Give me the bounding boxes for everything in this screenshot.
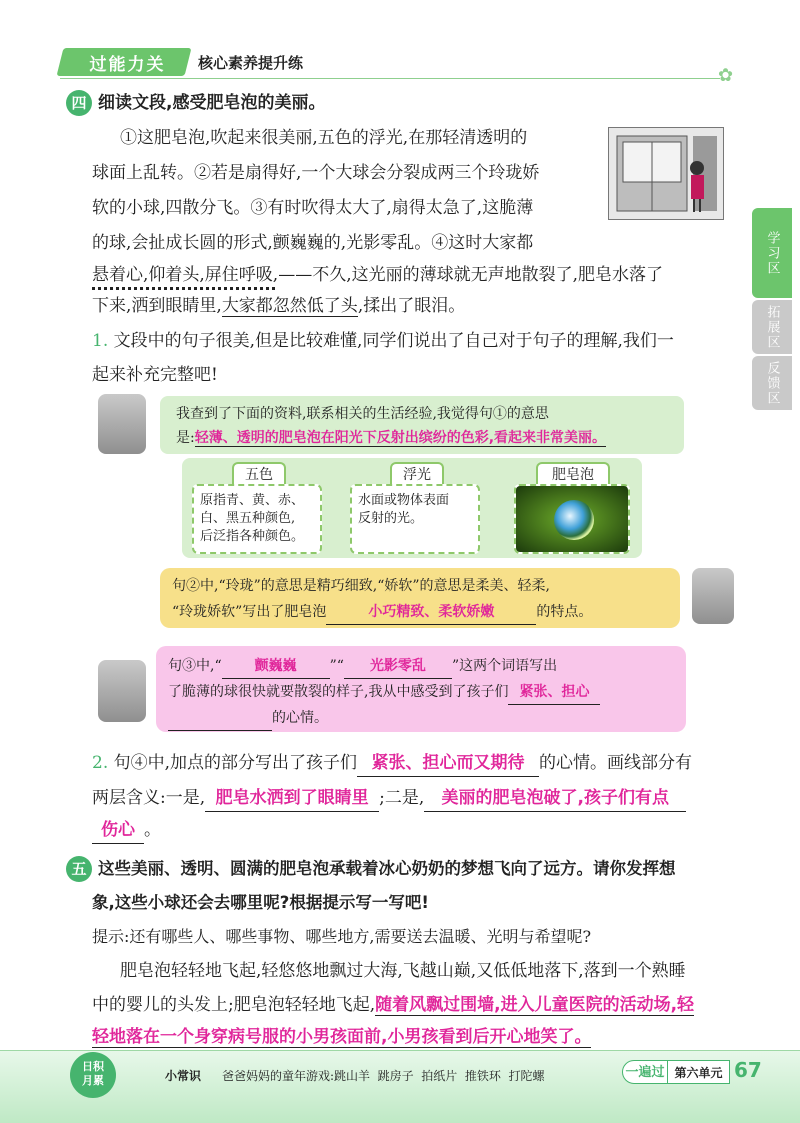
passage-line-3: 软的小球,四散分飞。③有时吹得太大了,扇得太急了,这脆薄 [92, 198, 534, 218]
tab-study-area[interactable]: 学习区 [752, 208, 792, 298]
bubble-3-prefix: 句③中,“ [168, 658, 222, 674]
bubble-3-line-3 [168, 706, 328, 731]
bubble-3-answer-2[interactable]: 光影零乱 [344, 654, 452, 679]
dotted-phrase: 悬着心,仰着头,屏住呼吸, [92, 265, 279, 285]
passage-line-5 [92, 262, 663, 288]
passage-line-5-rest: ——不久,这光丽的薄球就无声地散裂了,肥皂水落了 [278, 265, 664, 285]
passage-line-6-end: ,揉出了眼泪。 [357, 296, 466, 316]
section5-paragraph-line-1: 肥皂泡轻轻地飞起,轻悠悠地飘过大海,飞越山巅,又低低地落下,落到一个熟睡 [120, 961, 686, 981]
flower-icon: ✿ [718, 65, 734, 86]
card-1-line-2: 白、黑五种颜色, [200, 511, 296, 526]
question-2-line-3 [92, 817, 161, 844]
card-1-title: 五色 [232, 462, 286, 486]
bubble-3-suffix: ”这两个词语写出 [451, 658, 558, 674]
avatar-boy-1 [98, 394, 146, 454]
card-3 [514, 484, 630, 554]
passage-line-2: 球面上乱转。②若是扇得好,一个大球会分裂成两三个玲珑娇 [92, 163, 540, 183]
card-2-line-1: 水面或物体表面 [358, 493, 450, 508]
question-2-line-1 [92, 750, 692, 777]
bubble-3-answer-1[interactable]: 颤巍巍 [222, 654, 330, 679]
bubble-2-line-1: 句②中,“玲珑”的意思是精巧细致,“娇软”的意思是柔美、轻柔, [172, 578, 550, 594]
bubble-3-answer-3[interactable]: 紧张、担心 [508, 680, 600, 705]
question-2-answer-3-cont[interactable]: 伤心 [92, 817, 144, 844]
bubble-1-answer: 轻薄、透明的肥皂泡在阳光下反射出缤纷的色彩,看起来非常美丽。 [194, 430, 607, 446]
footer-badge [70, 1052, 116, 1098]
card-2-line-2: 反射的光。 [358, 511, 424, 526]
section5-paragraph-line-2 [92, 992, 694, 1018]
bubble-3-line-3-text: 的心情。 [272, 710, 328, 726]
bubble-2-prefix: “玲珑娇软”写出了肥皂泡 [172, 604, 327, 620]
section5-answer-1[interactable]: 随着风飘过围墙,进入儿童医院的活动场,轻 [375, 995, 695, 1015]
avatar-boy-2 [692, 568, 734, 624]
question-2-text-1: 句④中,加点的部分写出了孩子们 [113, 753, 358, 773]
footer-label: 小常识 [165, 1069, 202, 1083]
section5-answer-2[interactable]: 轻地落在一个身穿病号服的小男孩面前,小男孩看到后开心地笑了。 [92, 1027, 592, 1047]
footer-series: 一遍过 [622, 1060, 668, 1084]
card-1-line-3: 后泛指各种颜色。 [200, 529, 305, 544]
question-2-end: 。 [144, 820, 161, 840]
question-2-text-4: ;二是, [379, 788, 425, 808]
passage-line-4: 的球,会扯成长圆的形式,颤巍巍的,光影零乱。④这时大家都 [92, 233, 534, 253]
passage-line-1: ①这肥皂泡,吹起来很美丽,五色的浮光,在那轻清透明的 [120, 128, 528, 148]
card-2-title: 浮光 [390, 462, 444, 486]
bubble-2-line-2 [172, 600, 592, 625]
bubble-3-line-2 [168, 680, 600, 705]
underlined-phrase: 大家都忽然低了头 [221, 296, 358, 316]
section5-hint: 提示:还有哪些人、哪些事物、哪些地方,需要送去温暖、光明与希望呢? [92, 927, 592, 946]
avatar-girl [98, 660, 146, 722]
question-2-number: 2. [92, 753, 109, 773]
soap-bubble-photo [516, 486, 628, 552]
question-1-text: 文段中的句子很美,但是比较难懂,同学们说出了自己对于句子的理解,我们一 [113, 331, 674, 351]
bubble-1-line-2 [176, 426, 606, 450]
page-number: 67 [734, 1058, 762, 1082]
header-tag: 过能力关 [89, 55, 166, 75]
question-1-line-2: 起来补充完整吧! [92, 365, 218, 385]
passage-line-6 [92, 293, 465, 319]
bubble-3-line-1 [168, 654, 557, 679]
footer-badge-line-1: 日积 [82, 1060, 104, 1073]
header-divider [60, 78, 720, 79]
question-2-answer-2[interactable]: 肥皂水洒到了眼睛里 [205, 785, 379, 812]
section-badge-5: 五 [66, 856, 92, 882]
footer-unit: 第六单元 [668, 1060, 730, 1084]
question-2-text-3: 两层含义:一是, [92, 788, 206, 808]
bubble-2-suffix: 的特点。 [536, 604, 593, 620]
question-2-text-2: 的心情。画线部分有 [539, 753, 693, 773]
footer-divider [0, 1050, 800, 1051]
tab-extension-area[interactable]: 拓展区 [752, 300, 792, 354]
card-1-line-1: 原指青、黄、赤、 [200, 493, 305, 508]
card-3-title: 肥皂泡 [536, 462, 610, 486]
question-1-line-1 [92, 328, 674, 354]
question-2-line-2 [92, 785, 686, 812]
illustration-child-at-door [608, 127, 724, 220]
footer-badge-line-2: 月累 [82, 1074, 104, 1087]
passage-line-6-start: 下来,洒到眼睛里, [92, 296, 222, 316]
question-2-answer-1[interactable]: 紧张、担心而又期待 [357, 750, 539, 777]
section4-title: 细读文段,感受肥皂泡的美丽。 [98, 93, 326, 113]
section-badge-4: 四 [66, 90, 92, 116]
question-2-answer-3[interactable]: 美丽的肥皂泡破了,孩子们有点 [424, 785, 686, 812]
section5-title-line-1: 这些美丽、透明、圆满的肥皂泡承载着冰心奶奶的梦想飞向了远方。请你发挥想 [98, 859, 676, 878]
section5-title-line-2: 象,这些小球还会去哪里呢?根据提示写一写吧! [92, 893, 429, 912]
bubble-3-mid: ”“ [329, 658, 344, 674]
section5-paragraph-text: 中的婴儿的头发上;肥皂泡轻轻地飞起, [92, 995, 376, 1015]
footer-text: 爸爸妈妈的童年游戏:跳山羊 跳房子 拍纸片 推铁环 打陀螺 [222, 1069, 545, 1083]
header-subtitle: 核心素养提升练 [198, 54, 304, 72]
question-1-number: 1. [92, 331, 109, 351]
bubble-1-prefix: 是: [176, 430, 195, 446]
bubble-2-answer[interactable]: 小巧精致、柔软娇嫩 [326, 600, 536, 625]
tab-feedback-area[interactable]: 反馈区 [752, 356, 792, 410]
section5-paragraph-line-3 [92, 1024, 591, 1050]
bubble-3-line-2-text: 了脆薄的球很快就要散裂的样子,我从中感受到了孩子们 [168, 684, 509, 700]
bubble-1-line-1: 我查到了下面的资料,联系相关的生活经验,我觉得句①的意思 [176, 406, 549, 422]
